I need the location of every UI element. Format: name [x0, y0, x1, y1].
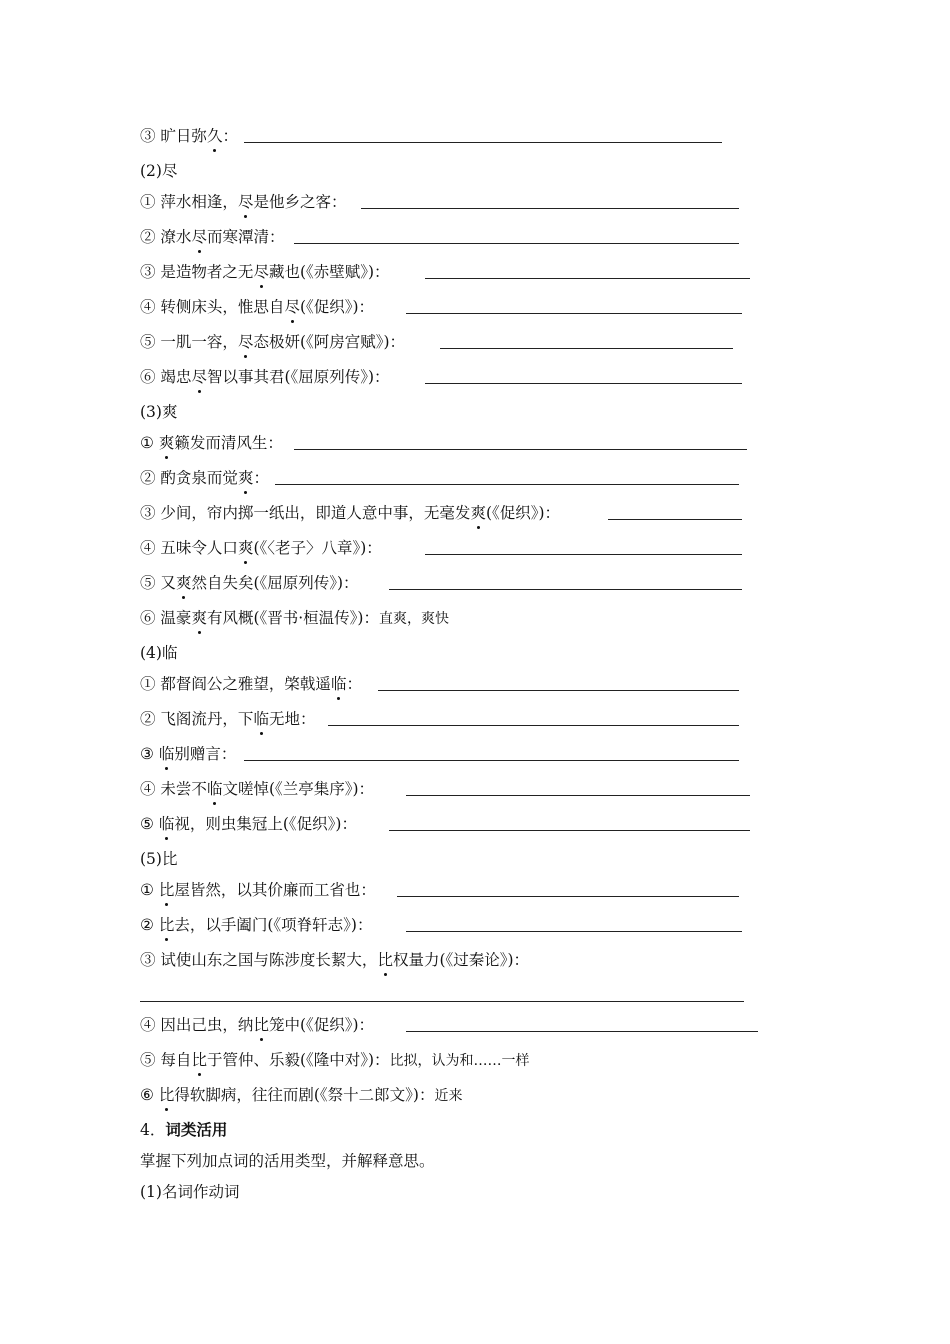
- emphasis-dotted-word: 久: [207, 124, 223, 148]
- line-text: [140, 330, 405, 354]
- text-prefix: ①: [140, 881, 159, 899]
- line-text: [140, 536, 382, 560]
- line-text: [140, 1013, 374, 1037]
- answer-blank-line[interactable]: [378, 690, 739, 691]
- text-line: [140, 606, 449, 630]
- emphasis-dotted-word: 爽: [191, 606, 207, 630]
- text-line: [140, 225, 284, 249]
- answer-blank-line[interactable]: [440, 348, 733, 349]
- text-prefix: (1)名词作动词: [140, 1183, 240, 1201]
- answer-blank-line[interactable]: [608, 519, 742, 520]
- text-suffix: 于管仲、乐毅(《隆中对》)：: [206, 1051, 390, 1069]
- text-suffix: 权量力(《过秦论》)：: [392, 951, 530, 969]
- answer-blank-line[interactable]: [328, 725, 739, 726]
- text-line: [140, 159, 177, 183]
- line-text: [140, 948, 529, 972]
- text-suffix: 去，以手阖门(《项脊轩志》)：: [174, 916, 373, 934]
- text-prefix: (3)爽: [140, 403, 178, 421]
- line-text: [140, 365, 390, 389]
- answer-blank-line[interactable]: [406, 1031, 758, 1032]
- emphasis-dotted-word: 比: [191, 1048, 207, 1072]
- text-line: [140, 847, 177, 871]
- text-prefix: 4．: [140, 1121, 166, 1139]
- text-prefix: (4)临: [140, 644, 178, 662]
- answer-blank-line[interactable]: [294, 243, 739, 244]
- text-prefix: ② 酌贪泉而觉: [140, 469, 238, 487]
- emphasis-dotted-word: 尽: [191, 365, 207, 389]
- line-text: [140, 1180, 239, 1204]
- line-text: [140, 501, 560, 525]
- answer-blank-line[interactable]: [406, 795, 750, 796]
- text-suffix: ：: [253, 469, 269, 487]
- text-prefix: ⑥: [140, 1086, 159, 1104]
- text-line: [140, 878, 376, 902]
- text-prefix: ①: [140, 434, 159, 452]
- text-prefix: ④ 因出己虫，纳: [140, 1016, 254, 1034]
- text-line: [140, 707, 315, 731]
- answer-text: 近来: [434, 1088, 463, 1104]
- text-suffix: 文嗟悼(《兰亭集序》)：: [222, 780, 375, 798]
- emphasis-dotted-word: 爽: [159, 431, 175, 455]
- answer-blank-line[interactable]: [406, 313, 742, 314]
- emphasis-dotted-word: 尽: [191, 225, 207, 249]
- text-suffix: 而寒潭清：: [206, 228, 285, 246]
- emphasis-dotted-word: 比: [159, 878, 175, 902]
- text-prefix: ④ 未尝不: [140, 780, 207, 798]
- line-text: [140, 1048, 530, 1073]
- emphasis-dotted-word: 爽: [238, 466, 254, 490]
- text-prefix: ② 飞阁流丹，下: [140, 710, 254, 728]
- text-suffix: 态极妍(《阿房宫赋》)：: [253, 333, 406, 351]
- line-text: [140, 847, 177, 871]
- line-text: [140, 190, 346, 214]
- answer-blank-line[interactable]: [275, 484, 739, 485]
- emphasis-dotted-word: 比: [159, 913, 175, 937]
- line-text: [140, 606, 449, 631]
- text-suffix: (《促织》)：: [299, 298, 375, 316]
- text-suffix: 无地：: [268, 710, 316, 728]
- text-prefix: ⑤ 每自: [140, 1051, 192, 1069]
- text-suffix: 笼中(《促织》)：: [268, 1016, 375, 1034]
- text-prefix: 掌握下列加点词的活用类型，并解释意思。: [140, 1152, 435, 1170]
- answer-blank-line[interactable]: [389, 589, 742, 590]
- answer-blank-line[interactable]: [361, 208, 739, 209]
- text-prefix: ③ 旷日弥: [140, 127, 207, 145]
- text-prefix: ③ 试使山东之国与陈涉度长絜大，: [140, 951, 378, 969]
- text-line: [140, 1083, 462, 1107]
- text-suffix: 屋皆然，以其价廉而工省也：: [174, 881, 376, 899]
- answer-text: 直爽，爽快: [378, 611, 449, 627]
- text-line: [140, 330, 405, 354]
- text-suffix: 藏也(《赤壁赋》)：: [268, 263, 390, 281]
- answer-blank-line[interactable]: [425, 383, 742, 384]
- line-text: [140, 400, 177, 424]
- text-line: [140, 742, 236, 766]
- line-text: [140, 777, 374, 801]
- line-text: [140, 260, 390, 284]
- emphasis-dotted-word: 临: [207, 777, 223, 801]
- text-line: [140, 365, 390, 389]
- text-suffix: ：: [346, 675, 362, 693]
- text-prefix: ③ 少间，帘内掷一纸出，即道人意中事，无毫发: [140, 504, 471, 522]
- text-line: [140, 913, 372, 937]
- text-suffix: 视，则虫集冠上(《促织》)：: [174, 815, 357, 833]
- text-line: [140, 1180, 239, 1204]
- text-suffix: ：: [222, 127, 238, 145]
- emphasis-dotted-word: 临: [253, 707, 269, 731]
- text-line: [140, 431, 283, 455]
- text-suffix: 是他乡之客：: [253, 193, 347, 211]
- line-text: [140, 1149, 435, 1173]
- text-suffix: 籁发而清风生：: [174, 434, 283, 452]
- answer-blank-line[interactable]: [389, 830, 750, 831]
- text-prefix: ④ 五味令人口: [140, 539, 238, 557]
- line-text: [140, 641, 177, 665]
- text-line: [140, 466, 269, 490]
- text-prefix: ① 萍水相逢，: [140, 193, 238, 211]
- line-text: [140, 878, 376, 902]
- text-line: [140, 190, 346, 214]
- answer-blank-line[interactable]: [140, 1001, 744, 1002]
- line-text: [140, 1118, 227, 1142]
- emphasis-dotted-word: 尽: [284, 295, 300, 319]
- line-text: [140, 742, 236, 766]
- answer-blank-line[interactable]: [294, 449, 747, 450]
- answer-text: 比拟，认为和……一样: [389, 1053, 530, 1069]
- text-suffix: (《〈老子〉八章》)：: [253, 539, 382, 557]
- answer-blank-line[interactable]: [244, 760, 739, 761]
- line-text: [140, 812, 357, 836]
- text-prefix: (2)尽: [140, 162, 178, 180]
- line-text: [140, 707, 315, 731]
- text-suffix: (《促织》)：: [485, 504, 561, 522]
- line-text: [140, 159, 177, 183]
- text-line: [140, 536, 382, 560]
- text-line: [140, 1149, 435, 1173]
- answer-blank-line[interactable]: [425, 554, 742, 555]
- text-prefix: ⑤ 一肌一容，: [140, 333, 238, 351]
- answer-blank-line[interactable]: [397, 896, 739, 897]
- text-line: [140, 641, 177, 665]
- text-line: [140, 295, 374, 319]
- line-text: [140, 571, 359, 595]
- emphasis-dotted-word: 临: [331, 672, 347, 696]
- section-heading: 词类活用: [165, 1120, 228, 1139]
- text-line: [140, 124, 238, 148]
- text-line: [140, 501, 560, 525]
- text-line: [140, 948, 529, 972]
- emphasis-dotted-word: 尽: [238, 190, 254, 214]
- line-text: [140, 431, 283, 455]
- text-line: [140, 672, 362, 696]
- line-text: [140, 124, 238, 148]
- text-suffix: 有风概(《晋书·桓温传》)：: [206, 609, 379, 627]
- emphasis-dotted-word: 爽: [238, 536, 254, 560]
- answer-blank-line[interactable]: [425, 278, 750, 279]
- emphasis-dotted-word: 爽: [176, 571, 192, 595]
- text-prefix: ③ 是造物者之无: [140, 263, 254, 281]
- emphasis-dotted-word: 临: [159, 812, 175, 836]
- answer-blank-line[interactable]: [406, 931, 742, 932]
- text-line: [140, 260, 390, 284]
- text-prefix: ⑤: [140, 815, 159, 833]
- line-text: [140, 295, 374, 319]
- line-text: [140, 1083, 462, 1108]
- line-text: [140, 913, 372, 937]
- text-prefix: ⑥ 竭忠: [140, 368, 192, 386]
- answer-blank-line[interactable]: [244, 142, 722, 143]
- text-line: [140, 812, 357, 836]
- emphasis-dotted-word: 比: [253, 1013, 269, 1037]
- text-suffix: 然自失矣(《屈原列传》)：: [191, 574, 359, 592]
- line-text: [140, 672, 362, 696]
- text-line: [140, 571, 359, 595]
- line-text: [140, 225, 284, 249]
- text-prefix: ① 都督阎公之雅望，棨戟遥: [140, 675, 331, 693]
- emphasis-dotted-word: 比: [159, 1083, 175, 1107]
- emphasis-dotted-word: 比: [377, 948, 393, 972]
- text-line: [140, 400, 177, 424]
- text-prefix: ② 潦水: [140, 228, 192, 246]
- text-prefix: ③: [140, 745, 159, 763]
- text-prefix: ②: [140, 916, 159, 934]
- emphasis-dotted-word: 爽: [470, 501, 486, 525]
- text-suffix: 别赠言：: [174, 745, 237, 763]
- text-prefix: ⑥ 温豪: [140, 609, 192, 627]
- text-prefix: ④ 转侧床头，惟思自: [140, 298, 285, 316]
- emphasis-dotted-word: 尽: [238, 330, 254, 354]
- text-line: [140, 1048, 530, 1072]
- emphasis-dotted-word: 尽: [253, 260, 269, 284]
- line-text: [140, 466, 269, 490]
- text-suffix: 得软脚病，往往而剧(《祭十二郎文》)：: [174, 1086, 435, 1104]
- text-line: [140, 1118, 227, 1142]
- text-prefix: (5)比: [140, 850, 178, 868]
- text-suffix: 智以事其君(《屈原列传》)：: [206, 368, 390, 386]
- emphasis-dotted-word: 临: [159, 742, 175, 766]
- text-line: [140, 1013, 374, 1037]
- text-line: [140, 777, 374, 801]
- text-prefix: ⑤ 又: [140, 574, 176, 592]
